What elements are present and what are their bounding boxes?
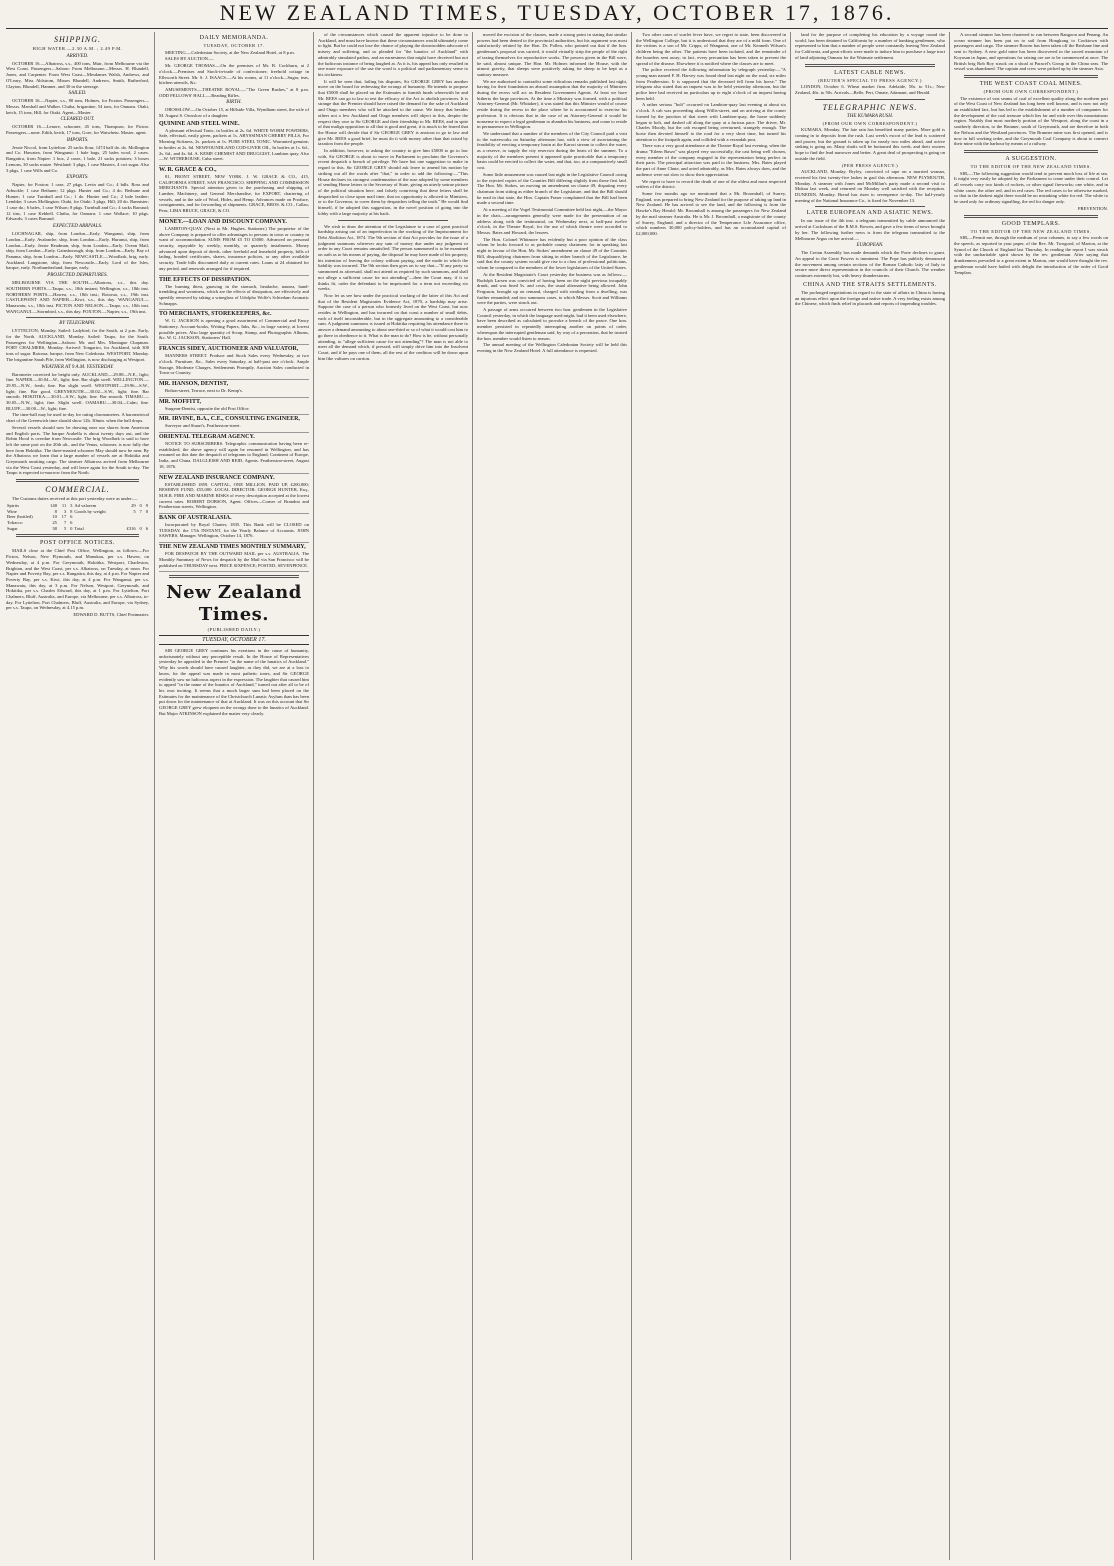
advertisement-text: MANNERS STREET. Produce and Stock Sales every Wednesday, at two o'clock. Furniture, &c., Sales every Saturday, at half-past one o'clock. Ample Storage, Moderate Charges, Settlements Promptly. Auction Sales conducted in Town or Country. — [159, 353, 309, 376]
advertisement-title: THE NEW ZEALAND TIMES MONTHLY SUMMARY, — [159, 544, 306, 551]
masthead: NEW ZEALAND TIMES, TUESDAY, OCTOBER 17, 1876. — [219, 0, 895, 25]
exports-heading: EXPORTS. — [66, 175, 89, 181]
separator — [964, 215, 1098, 218]
advertisement — [159, 218, 309, 276]
masthead-rule — [6, 28, 1108, 29]
advertisement-text: Incorporated by Royal Charter, 1835. This Bank will be CLOSED on TUESDAY, the 17th INSTANT, for the Yearly Balance of Accounts. JOHN SAWERS, Manager. Wellington, October 14, 1876. — [159, 522, 309, 539]
news-paragraph: A rather serious "bolt" occurred on Lambton-quay last evening at about six o'clock. A cab was proceeding along Willis-street, and on arriving at the corner formed by the junction of that street with Lambton-quay, the horse suddenly began to bolt, and dashed off along the quay at a furious pace. The driver, Mr. Charles Moody, but the cab escaped being overturned, strangely enough. The horse then devoted himself to the road for a very short time, but turned his attention to the footpath again, and collided with a verandah post. — [636, 102, 786, 142]
separator — [26, 317, 129, 318]
advertisement-title: MR. HANSON, DENTIST, — [159, 380, 229, 387]
column-1 — [6, 32, 149, 1560]
post-office-signature: EDWARD D. BUTTS, Chief Postmaster. — [73, 612, 149, 618]
advertisement-title: MR. MOFFITT, — [159, 398, 202, 405]
editorial-paragraph: We wish to draw the attention of the Legislature to a case of great practical hardship arising out of an imperfection in the working of the Imprisonment for Debt Abolition Act, 1874. The 9th section of that Act provides for the issue of a judgment summons wherever any sum of money due under any judgment or order in any Court remains unsatisfied. The person summoned is to be examined on oath as to his means of paying, the disposal he may have made of his property, his intention of leaving the colony without paying, and the mode in which the liability was incurred. The 9th section then goes on to say that—"If any party so summoned as aforesaid, shall not attend as required by such summons, and shall not allege a sufficient cause for not attending"—then the Court may, if it so thinks fit, order the defendant to be imprisoned for a term not exceeding six weeks. — [318, 223, 468, 292]
customs-text: The Customs duties received at this port yesterday were as under:— — [12, 496, 138, 502]
news-paragraph: The annual meeting of the Wellington Caledonian Society will be held this evening in the New Zealand Hotel. A full attendance is requested. — [477, 342, 627, 353]
sailed-heading: SAILED. — [68, 91, 87, 97]
advertisement — [159, 120, 309, 166]
sailed-text: OCTOBER 16.—Napier, s.s., 80 tons, Holmes, for Foxton. Passengers—Messrs. Marshall and Walker. Clutha, brigantine, 54 tons, for Oamaru. Otaki, ketch, 15 tons, Hill, for Otaki. Agent—Master. — [6, 98, 149, 115]
customs-cell: 8 — [54, 508, 57, 514]
cleared-heading: CLEARED OUT. — [60, 117, 95, 123]
templars-text: SIR,—Permit me, through the medium of your columns, to say a few words on the speech, as reported in your paper, of the Rev. Mr. Twogood, of Marton, at the Synod of the Church of England last Thursday. In reading the report I was struck with the uncharitable spirit shown by the rev. gentleman. After saying that drunkenness prevailed to a great extent in Marton, one would have thought the rev. gentleman would have hailed with delight the introduction of the order of Good Templars. — [954, 235, 1108, 275]
column-rule — [949, 32, 950, 1560]
customs-cell: 3 — [63, 508, 67, 514]
advertisement-text: W. G. JACKSON is opening a good assortment of Commercial and Fancy Stationery. Account-books, Writing Papers, Inks, &c., in large variety, at lowest possible prices. Also large quantity of Scrap, Stamp, and Photographic Albums, &c. W. G. JACKSON, Stationers' Hall. — [159, 318, 309, 341]
customs-cell: 0 — [70, 525, 73, 531]
advertisement-title: MONEY.—LOAN AND DISCOUNT COMPANY. — [159, 218, 287, 225]
separator — [815, 206, 925, 207]
customs-cell: Tobacco — [7, 520, 23, 525]
advertisement — [159, 433, 309, 474]
customs-cell: £316 — [126, 525, 136, 531]
exports-text: Napier, for Foxton: 1 case, 27 pkgs. Levin and Co.; 4 bdls. Ross and Arbuckle; 1 case Bethune; 12 pkgs. Hunter and Co.; 4 do. Bethune and Hunter; 1 case Turnbull and Co.; 1 do. Hunter and Co.; 2 bale leather; Lembke; 3 cases Mollington. Otaki, for Otaki: 3 pkgs. Hill; 20 do. Bannister; 1 case do.; 6 bales, 1 case Wilson; 8 pkgs. Turnbull and Co.; 4 sacks Barraud; 12 tins, 1 case Kebbell. Clutha, for Oamaru: 1 case Wallace; 10 pkgs. Edwards; 3 cases Barraud. — [6, 182, 149, 222]
later-news-text: In our issue of the 4th inst. a telegram transmitted by cable announced the arrival at Cocksburn of the R.M.S. Bowen, and gave a few items of news brought by her. The following further news is from the telegram transmitted to the Melbourne Argus on her arrival:— — [795, 218, 945, 241]
news-paragraph: Some little amusement was caused last night in the Legislative Council owing to the rejected copies of the Counties Bill differing slightly from those first laid. The Hon. Mr. Stokes, on moving an amendment on clause 49, disputing every chairman from sitting as either branch of the Legislature, and that the Bill should be read in that state, the Hon. Captain Fraser complained that the Bill had been made a second time. — [477, 171, 627, 206]
editorial-lead: SIR GEORGE GREY continues his exertions in the cause of humanity, unfortunately without any perceptible result. In the House of Representatives yesterday he appealed to the Premier "in the name of the lunatics of Auckland." Why his words should have caused laughter, as they did, we are at a loss to know, for the appeal was made in most pathetic tones, and Sir GEORGE evidently saw no ludicrous aspect in the expression. The laughter that caused him to appeal "in the name of the lunatics of Auckland," turned out after all to be of his own inciting. It seems that a much larger sum had been placed on the Estimates for the maintenance of the Christchurch Lunatic Asylum than has been put down for the maintenance of that at Auckland. It was on this account that Sir GEORGE GREY grew eloquent on the wrongs done to the lunatics of Auckland. But Major ATKINSON explained the matter very clearly. — [159, 648, 309, 716]
birth-heading: BIRTH. — [226, 100, 242, 106]
separator — [815, 99, 925, 100]
cable-news-heading: LATEST CABLE NEWS. — [834, 69, 906, 76]
sales-heading: SALES BY AUCTION.— — [165, 56, 214, 62]
customs-cell: Ad valorem — [74, 502, 97, 508]
news-paragraph: We are authorised to contradict some ridiculous remarks published last night, having for their foundation an absurd assumption that the majority of Ministers during the recess will act as Resident Government Agents. At least we have hitherto the large provinces. At the time a Ministry was formed, with a political Attorney-General (Mr. Whitaker), it was stated that this Minister would of course reside during the recess in the place where he is accustomed to exercise his profession. It is obvious that in the case of an Attorney-General it would be nonsense to expect a legal gentleman to abandon his business, and come to reside in permanence in Wellington. — [477, 78, 627, 130]
published-daily: (PUBLISHED DAILY.) — [207, 627, 261, 633]
column-3 — [318, 32, 468, 1560]
shipping-news-text: Several vessels should now be drawing near our shores from American and English ports. The barque Arabella is about twenty days out, and the Robin Hood is overdue from Newcastle. The brig Woodlark is said to have left the same port on the 20th ult., and the Venus, schooner, is now fully due here from Hokitika. The three-masted schooner May should now be near. By the Albatross we learn that a large number of vessels are at Hokitika and Greymouth awaiting cargo. The steamer Albatross arrived from Melbourne via the West Coast yesterday, and will leave again for the South to-day. The Taupo is expected to-morrow from the North. — [6, 424, 149, 476]
expected-heading: EXPECTED ARRIVALS. — [52, 224, 103, 230]
separator — [169, 575, 299, 578]
editorial-dateline: TUESDAY, OCTOBER 17. — [159, 635, 309, 645]
weather-heading: WEATHER AT 9 A.M. YESTERDAY. — [41, 364, 114, 370]
news-paragraph: The police received the following information by telegraph yesterday:—"A young man named F. H. Harvey was found dead last night on the road, six miles from Featherston. It is supposed that the deceased fell from his horse." The telegram also stated that an inquest was to be held yesterday afternoon, but the police here had received no particulars up to eight o'clock of an inquest having been held. — [636, 67, 786, 101]
customs-cell: 5 — [133, 508, 136, 514]
suggestion-address: TO THE EDITOR OF THE NEW ZEALAND TIMES. — [970, 163, 1092, 169]
news-paragraph: land for the purpose of completing his education by a voyage round the world, has been detained in California by a number of banking gentlemen, who represented to him that a number of people were constantly leaving New Zealand for California, and great efforts were made to induce him to purchase a large tract of land adjoining Oamaru for the Waimate settlement. — [795, 32, 945, 60]
news-paragraph: Some few months ago we mentioned that a Mr. Broomhall, of Surrey, England, was prepared to bring New Zealand for the purpose of taking up land in New Zealand. He has arrived to see the land, and the following is from the Hawke's Bay Herald: Mr. Broomhall is among the passengers for New Zealand by the mail steamer Australia. He is Mr. J. Broomhall, a magistrate of the county of Surrey, England, and a director of the Temperance Life Assurance office, which numbers 30,000 policy-holders, and has an accumulated capital of £2,000,000. — [636, 190, 786, 236]
advertisement — [159, 310, 309, 345]
suggestion-heading: A SUGGESTION. — [1005, 155, 1057, 162]
advertisement-text: FOR DESPATCH BY THE OUTWARD MAIL per s.s. AUSTRALIA. The Monthly Summary of News for despatch by the Mail via San Francisco will be published on THURSDAY next. PRICE SIXPENCE; POSTED, SEVENPENCE. — [159, 551, 309, 568]
advertisement-title: BANK OF AUSTRALASIA. — [159, 515, 232, 522]
customs-cell: Wine — [7, 508, 17, 514]
column-rule — [154, 32, 155, 1560]
departures-heading: PROJECTED DEPARTURES. — [47, 273, 108, 279]
customs-cell: 0 — [139, 525, 142, 531]
daily-memoranda-heading: DAILY MEMORANDA. — [199, 35, 269, 41]
customs-cell: 29 — [131, 502, 136, 508]
news-paragraph: At the Resident Magistrate's Court yesterday the business was as follows:—Rudolph Larsen was convicted of having been on the night previous incapably drunk, and was fined 5s. and costs, the usual alternative being allowed. John Ferguson, brought up on remand, charged with stealing from a dwelling, was further remanded; and two summons cases, to which Messrs. Scott and Williams were the parties, were struck out. — [477, 271, 627, 306]
separator — [16, 534, 139, 537]
departures-text: MELBOURNE VIA THE SOUTH.—Albatross, s.s., this day. SOUTHERN PORTS.—Taupo, s.s., 18th instant; Wellington, s.s., 18th inst. NORTHERN PORTS.—Hawea, s.s., 18th inst.; Rotorua, s.s., 19th inst. CASTLEPOINT AND NAPIER.—Kiwi, s.s., this day. WANGANUI.—Manawatu, s.s., 18th inst. PICTON AND NELSON.—Taupo, s.s., 18th inst. WANGANUI.—Stormbird, s.s., this day. FOXTON.—Napier, s.s., 19th inst. — [6, 280, 149, 314]
customs-cell: Sugar — [7, 525, 18, 531]
telegraphic-news-heading: TELEGRAPHIC NEWS. — [822, 102, 918, 112]
expected-text: LOCHNAGAR, ship, from London—Early. Wanganui, ship, from London—Early. Avalanche, ship, from London—Early. Hurunui, ship, from London—Early. Jessie Readman, ship, from London—Early. Ocean Mail, ship, from London—Early. Gainsborough, ship, from London—Early. Bay of Panama, ship, from London—Early. NEWCASTLE.—Woodlark, brig, early. Auckland. Langstone, ship, from Newcastle—Early. Lord of the Isles, barque, early. Northumberland, barque, early. — [6, 231, 149, 271]
separator — [805, 64, 935, 67]
customs-cell: 0 — [145, 508, 148, 514]
advertisement-text: LAMBTON-QUAY. (Next to Mr. Hughes, Stationer.) The proprietor of the above Company is prepared to offer advantages to persons in town or country in want of accommodation. SUMS FROM £5 TO £5000. Advanced on personal security, repayable by weekly, monthly, or quarterly instalments. Money advanced upon deposit of deeds, other freehold and leasehold property, bills of lading, bonded certificates, shares, insurance policies, or any other available security. Trade bills discounted daily at current rates. Loans at 24 obtained for any period, and renewals arranged for if required. — [159, 225, 309, 271]
advertisement-text: 81, FRONT STREET, NEW YORK. J. W. GRACE & CO., 415, CALIFORNIA STREET, SAN FRANCISCO. SHIPPING AND COMMISSION MERCHANTS. Special attention given to the purchasing and shipping of Lumber, Machinery, and General Merchandise, for EXPORT, chartering of vessels, and to the sale of Wool, Hides, and Hemp. Advances made on Produce, consignments, and for forwarding of shipments. GRACE, BROS. & CO., Callao, Peru; LIMA BRUCE, GRACE, & CO. — [159, 173, 309, 214]
suggestion-text: SIR,—The following suggestion would tend to prevent much loss of life at sea. It might very easily be adopted by the Parliament to come under their control. Let all vessels carry two kinds of rockets, or other signal fireworks; one white, and in white cases; the other red, and in red cases. The red cases to be otherwise marked, so that in the darkest night there would be no mistaking white for red. The white to be used only for ordinary signalling, the red for danger only. — [954, 170, 1108, 205]
arrived-heading: ARRIVED. — [66, 53, 89, 59]
advertisement-title: FRANCIS SIDEY, AUCTIONEER AND VALUATOR, — [159, 346, 299, 353]
column-6 — [795, 32, 945, 1560]
post-office-text: MAILS close at the Chief Post Office, Wellington, as follows:—For Picton, Nelson, New Plymouth, and Manukau, per s.s. Hawea, on Wednesday, at 4 p.m. For Greymouth, Hokitika, Westport, Charleston, Brighton, and the West Coast, per s.s. Albatross, on Tuesday, at noon. For Napier and Poverty Bay, per s.s. Rangatira, this day, at 4 p.m. For Napier and Poverty Bay, per s.s. Kiwi, this day, at 4 p.m. For Wanganui, per s.s. Manawatu, this day, at 3 p.m. For Nelson, Westport, Greymouth, and Hokitika, per s.s. Charles Edward, this day, at 1 p.m. For Lyttelton, Port Chalmers, Bluff, Australia, and Europe, via Melbourne, per s.s. Albatross, to-day. For Lyttelton, Port Chalmers, Bluff, Australia, and Europe, via Sydney, per s.s. Taupo, on Wednesday, at 4.15 p.m. — [6, 548, 149, 611]
press-agency-heading: (PER PRESS AGENCY.) — [841, 162, 899, 168]
news-paragraph: moved the excision of the clauses, made a strong point in stating that similar powers had been denied to the provincial authorities, but his argument was most satisfactorily refuted by the Hon. Dr. Pollen, who pointed out that if the hon. gentleman's proposal was carried, it would virtually strip the people of the right of taxing themselves for reproductive works. The powers given in the Bill were, he said, almost unique. The Hon. Mr. Holmes informed the House, with the utmost gravity, that sheeps were positively asking for sheep to be kept as a sanitary measure. — [477, 32, 627, 77]
separator — [964, 75, 1098, 78]
customs-row — [6, 526, 149, 532]
newspaper-nameplate: New Zealand Times. — [166, 582, 302, 626]
advertisement-text: Surveyor and Stuart's, Featherston-street. — [165, 423, 241, 429]
customs-cell: 3 — [70, 502, 73, 508]
customs-cell: 0 — [139, 502, 142, 508]
meeting-text: MEETING.—Caledonian Society, at the New Zealand Hotel, at 8 p.m. — [165, 49, 295, 55]
advertisement-title: MR. IRVINE, B.A., C.E., CONSULTING ENGINEER, — [159, 416, 300, 423]
european-text: The Cretan Assembly has made demands which the Porte declines to grant. An appeal to the Great Powers is imminent. The Pope has publicly denounced the movement among certain sections of the Roman Catholic laity of Italy to secure more direct representation in the councils of their Church. The weather continues extremely hot, with heavy thunderstorms. — [795, 250, 945, 279]
templars-address: TO THE EDITOR OF THE NEW ZEALAND TIMES. — [970, 228, 1092, 234]
customs-cell: 8 — [70, 508, 73, 514]
customs-cell: 7 — [139, 508, 142, 514]
customs-cell: Spirits — [7, 502, 19, 508]
coal-mines-subheading: (FROM OUR OWN CORRESPONDENT.) — [983, 88, 1079, 94]
advertisement — [159, 514, 309, 543]
amusements-text: AMUSEMENTS.—THEATRE ROYAL.—"The Green Bushes," at 8 p.m. ODD FELLOWS' HALL.—Reading Rifles. — [159, 86, 309, 98]
news-paragraph: Two other cases of scarlet fever have, we regret to state, been discovered in the Wellington College, but it is understood that they are of a mild form. One of the victims is a son of Mr. Cripps, of Wanganui, one of Mr. Kenneth Wilson's children being the other. The patients have been isolated, and the remainder of the boarders sent away; in fact, every precaution has been taken to prevent the spread of the disease. Elsewhere it is notified where the classes are to meet. — [636, 32, 786, 66]
advertisement — [159, 474, 309, 515]
shipping-heading: SHIPPING. — [54, 35, 101, 44]
sales-text: Mr. GEORGE THOMAS.—On the premises of Mr. B. Cockburn, at 2 o'clock.—Premises and Stock-in-trade of confectioner; freehold cottage in Ellsworth Street. Mr. S. J. ISAACS.—At his rooms, at 11 o'clock—Sugar, teas, kitchen utensils, &c. — [159, 63, 309, 86]
suggestion-signature: PREVENTION. — [1078, 205, 1108, 211]
news-paragraph: The Hon. Colonel Whitmore has evidently but a poor opinion of the class whom he looks forward to as probable county chairmen; for in speaking last night in favour of the Hon. Mr. Stokes' amendment on clause 49 of the Counties Bill, disqualifying chairmen from sitting in either branch of the Legislature, he said that the county system would give rise to a class of professional politicians, whom he compared to the members of the lower legislatures of the United States. — [477, 236, 627, 271]
cable-news-text: LONDON, October 6. Wheat market firm. Adelaide, 50s. to 51s.; New Zealand, 46s. to 50s. Arrivals—Belle, Peri, Ornate, Adamant, and Herald. — [795, 84, 945, 95]
column-rule — [790, 32, 791, 1560]
advertisements — [159, 120, 309, 573]
china-text: The prolonged negotiations in regard to the state of affairs in China is having an injurious effect upon the foreign and native trade. A very feeling exists among the Chinese, which finds relief in placards and reports of impending troubles. — [795, 289, 945, 307]
column-5 — [636, 32, 786, 1560]
customs-cell: 25 — [52, 520, 57, 525]
customs-cell: 6 — [145, 525, 148, 531]
customs-cell: 5 — [63, 525, 67, 531]
later-news-heading: LATER EUROPEAN AND ASIATIC NEWS. — [806, 210, 934, 217]
daily-memoranda-date: TUESDAY, OCTOBER 17. — [203, 43, 265, 48]
advertisement-text: The burning thirst, gnawing in the stomach, headache, nausea, hand-trembling and weariness, which are the effects of dissipation, are effectively and speedily removed by taking a wineglass of Udolpho Wolfe's Schiedam Aromatic Schnapps. — [159, 283, 309, 306]
telegraph-text: LYTTELTON, Monday. Sailed: Ladybird, for the South, at 2 p.m. Early, for the North. AUCKLAND, Monday. Sailed: Taupo, for the South. Passengers for Wellington—Saloon: Mr. and Mrs. Montague Chapman. PORT CHALMERS, Monday. Arrived: Tongariro, for Auckland, with 300 tons of sugar. Rotorua, barque, from New Caledonia. WESTPORT, Monday. The brigantine Sarah Pile, from Wellington, is now discharging at Westport. — [6, 328, 149, 362]
telegraph-heading: BY TELEGRAPH. — [59, 321, 96, 327]
advertisement — [159, 276, 309, 311]
customs-cell: 38 — [52, 525, 57, 531]
advertisement-text: ESTABLISHED 1859. CAPITAL, ONE MILLION. PAID UP, £200,000; RESERVE FUND, £55,000. LOCAL DIRECTOR: GEORGE HUNTER, Esq., M.H.R. FIRE AND MARINE RISKS of every description accepted at the lowest current rates. ROBERT DOBSON, Agent. Offices—Corner of Brandon and Featherston streets, Wellington. — [159, 481, 309, 510]
advertisement-text: A pleasant effectual Tonic, in bottles at 2s. 6d. WHITE WORM POWDERS, Safe, effectual, easily given, packets at 1s. ABYSSINIAN CHERRY PILLS, For Morning Sickness, 2s. packets at 1s. PURE STEEL TONIC. Warranted genuine, in bottles at 2s. 6d. NEWFOUNDLAND COD-LIVER OIL, In bottles at 1s. 6d., 2s. 6d., and 4s. 6d. A. KEMP, CHEMIST AND DRUGGIST, Lambton quay. Also—W. WITHEROUSE, Cuba street. — [159, 127, 309, 162]
customs-cell: Total — [74, 525, 84, 531]
editorial-paragraph: Now let us see how under the practical working of the latter of this Act and that of the Resident Magistrates Evidence Act, 1870, a hardship may arise. Suppose the case of a person who formerly lived on the West Coast, but now resides in Wellington, and has incurred on that coast a number of small debts, each of itself inconsiderable, but in the aggregate amounting to a considerable sum. A judgment summons is issued at Hokitika requiring his attendance there to answer a demand amounting to about one-third or so of what it would cost him to go there in obedience to it. What is the man to do? How is he, without personally attending, to "allege sufficient cause for not attending"? The man is not able to meet all the demand which, if pressed, will simply drive him into the Insolvent Court, and if he pays one of them, all the rest of the creditors will be down upon him like vultures on carrion. — [318, 292, 468, 361]
advertisement — [159, 543, 309, 572]
customs-cell: 11 — [61, 502, 67, 508]
advertisement-title: TO MERCHANTS, STOREKEEPERS, &c. — [159, 311, 272, 318]
advertisement-text: NOTICE TO SUBSCRIBERS. Telegraphic communication having been re-established, the above agency will again be resumed in Wellington, and has resumed on this date the despatch of telegrams to England, Continent of Europe, India, and China. DALGLEISH AND REID, Agents. Featherston-street, August 18, 1876. — [159, 441, 309, 469]
advertisement — [159, 380, 309, 398]
european-heading: EUROPEAN. — [856, 243, 884, 249]
templars-heading: GOOD TEMPLARS. — [1001, 220, 1061, 227]
advertisement-title: THE EFFECTS OF DISSIPATION. — [159, 276, 251, 283]
customs-cell: 9 — [145, 502, 148, 508]
customs-cell: Beer (bottled) — [7, 514, 33, 520]
editorial-paragraph: It will be seen that, failing his disputes, Sir GEORGE GREY has another move on the board for redressing the wrongs of humanity. He intends to propose that £5000 shall be placed on the Estimates to furnish funds wherewith he and Mr. REES can go to law to test the efficacy of the Act to abolish provinces. It is strange that the Premier should have raised the demand for the sake of Auckland and Otago members who will be attached to the cause. We fancy that besides others not a few Auckland and Otago members will object to this, despite the respect they owe to Sir GEORGE and their friendship to Mr. REES, and in spite of that malign opposition to all that is good and great, it is much to be feared that the House will decide that if Sir GEORGE GREY is anxious to go to law and give Mr. REES a good brief, he must do it with money other than that raised by taxation from the people. — [318, 78, 468, 147]
customs-cell: Goods by weight — [74, 508, 106, 514]
coal-mines-text: The existence of vast seams of coal of excellent quality along the northern part of the West Coast of New Zealand has long been well known, and is now not only an established fact, but has led to the establishment of a number of companies for the development of the coal treasure which lies far and wide over this mountainous region. Notably that most northerly portion of the Westport, along the coast in a southerly direction, to the Brunner, south of Greymouth, and are therefore in both the Nelson and the Westland provinces. The Brunner mine was first opened, and is now in full working order, and the Greymouth Coal Company is about to connect their mine with the harbour by means of a railway. — [954, 95, 1108, 147]
customs-cell: 10 — [52, 514, 57, 520]
advertisement — [159, 398, 309, 416]
china-heading: CHINA AND THE STRAITS SETTLEMENTS. — [803, 281, 937, 288]
arrived-text: OCTOBER 16.—Albatross, s.s., 400 tons, Muir, from Melbourne via the West Coast. Passengers—Saloon: From Melbourne—Messrs. H. Blundell, Jones, and Carpenter. From West Coast—Mesdames Walsh, Andrews, and O'Leary, Miss Ahlstrom, Misses Blundell, Andrews, Smith, Rutherford, Clayton, Blundell, Hanmer, and 30 in the steerage. — [6, 60, 149, 89]
customs-cell: 17 — [61, 514, 67, 520]
birth-text: OROSSLOW.—On October 15, at Hillside Villa, Wyndham street, the wife of M. August S. Orosslow of a daughter. — [159, 107, 309, 119]
weather-text: Barometer corrected for height only. AUCKLAND.—29.88—N.E., light; fine. NAPIER.—30.04—W., light; fine. Bar slight swell. WELLINGTON.—29.95—N.W., fresh; fine. Bar slight swell. WESTPORT.—29.96—S.W., light; fine. Bar good. GREYMOUTH.—30.02—S.W., light; fine. Bar smooth. HOKITIKA.—30.01—S.W., light; fine. Bar smooth. TIMARU.—30.05—N.W., light; fine. Slight swell. OAMARU.—30.04—Calm; fine. BLUFF.—30.00—W., light; fine. — [6, 371, 149, 411]
customs-cell: 7 — [63, 520, 67, 525]
separator — [16, 479, 139, 482]
separator — [338, 220, 448, 221]
separator — [964, 150, 1098, 153]
imports-heading: IMPORTS. — [66, 137, 89, 143]
advertisement-text: Bolton-street, Terrace, next to Dr. Kemp's. — [165, 387, 243, 393]
customs-table — [6, 503, 149, 532]
kumara-text: KUMARA, Monday. The late rain has benefited many parties. More gold is coming in to deposits from the rush. Last week's escort of the lead is scattered and poorer, but the ground is taken up for nearly two miles ahead, and active sinking is going on. Many shafts will be bottomed this week, and their owners hope to find the lead narrower and better. A great deal of prospecting is going on outside the field. — [795, 127, 945, 161]
imports-text: Jessie Niccol, from Lyttelton: 25 sacks flour, 1474 half do. do. Mollington and Co. Hawatea, from Wanganui: 1 bale bags, 25 bales wool, 2 cases. Rangatira, from Napier: 1 box, 2 cases, 1 bale, 21 sacks potatoes; 3 boxes Lemons, 30 sacks maize. Westland: 3 pkgs, 1 case Masters, 4 cwt sugar. Also 3 pkgs, 1 case Wills and Co. — [6, 144, 149, 173]
kumara-subheading: (FROM OUR OWN CORRESPONDENT.) — [822, 120, 918, 126]
news-paragraph: A second steamer has been chartered to run between Rangoon and Penang. An ocean steamer has been put on to sail from Hongkong to Cooktown with passengers and cargo. The steamer Bowen has been taken off the Brisbane line and sent to Sydney. A new gold mine has been discovered in the sacred mountain of Koyasan in Japan, and operations for raising ore are to be commenced at once. The British brig Rob Roy struck on a shoal at Paracel's Group in the China seas. The vessel was abandoned. The captain and crew were picked up by the steamer Asia. — [954, 32, 1108, 72]
advertisement-title: NEW ZEALAND INSURANCE COMPANY. — [159, 474, 275, 481]
news-paragraph: A passage of arms occurred between two hon. gentlemen in the Legislative Council yesterday, in which the language used might, had it been used elsewhere, have been described as calculated to provoke a breach of the peace. One hon. member persisted in repeatedly interrupting another on points of order, whereupon the interrupted gentleman said, by way of a peroration, that he trusted the hon. member would listen to reason. — [477, 307, 627, 341]
advertisement — [159, 415, 309, 433]
advertisement-title: ORIENTAL TELEGRAM AGENCY. — [159, 434, 255, 441]
advertisement — [159, 345, 309, 380]
coal-mines-heading: THE WEST COAST COAL MINES. — [979, 80, 1083, 87]
column-4 — [477, 32, 627, 1560]
news-paragraph: We understand that a number of the members of the City Council paid a visit to the waterworks on Saturday afternoon last, with a view of ascertaining the feasibility of erecting a temporary basin at the Karori stream to collect the water, as a reserve, to supply the city reservoir during the heats of the summer. To a majority of the members present it appeared quite practicable that a temporary basin could be erected to collect the water, and that, too, at a comparatively small cost. — [477, 130, 627, 171]
customs-cell: 148 — [50, 502, 57, 508]
news-paragraph: At a meeting of the Vogel Testimonial Committee held last night,—the Mayor in the chair,—arrangements generally were made for the presentation of an address along with the testimonial, on Wednesday next, at half-past twelve o'clock, in the Theatre Royal, for the use of which theatre were accorded to Messrs. Bates and Howard, the lessees. — [477, 207, 627, 235]
column-rule — [313, 32, 314, 1560]
customs-cell: 6 — [70, 514, 73, 520]
editorial-paragraph: In addition, however, to asking the country to give him £5000 to go to law with, Sir GEORGE is about to move in Parliament to proclaim the Governor's recent despatch a breach of privilege. We have but one suggestion to make in regard to this. Sir GEORGE GREY should ask leave to amend his motion by striking out all the words after "that," in order to add the following:—"This House declares its strongest condemnation of the ruse adopted by some members of sending Home letters to the Secretary of State, giving an utterly untrue picture of the political situation here, and falsely contriving that these letters shall be despatched so close upon mail time, that no opportunity is allowed to Ministers, or to the Governor, to cover them by despatches telling the truth." He would find himself, if he adopted this suggestion, in the novel position of going into the lobby with a large majority at his back. — [318, 148, 468, 216]
editorial-paragraph: of the circumstances which caused the apparent injustice to be done to Auckland, and must have known that these circumstances would ultimately come to light. But he could not lose the chance of playing the downtrodden advocate of misery and suffering, and so pleaded for "the lunatics of Auckland" with admirably simulated pathos, and an earnestness that might have deceived but not the ludicrous instance of being laughed at. As it is, his appeal has only resulted in one more exposure of the use the word is a political and parliamentary sense to his trickiness. — [318, 32, 468, 77]
cable-news-subheading: (REUTER'S SPECIAL TO PRESS AGENCY.) — [818, 77, 922, 83]
column-rule — [472, 32, 473, 1560]
high-water: HIGH WATER.—2.30 A.M. ; 2.49 P.M. — [32, 46, 123, 51]
cleared-text: OCTOBER 16.—Lenore, schooner, 45 tons, Thompson, for Picton. Passengers—none. Edith, ketch, 17 tons, Gore, for Waiwhetu. Master, agent. — [6, 124, 149, 136]
column-7 — [954, 32, 1108, 1560]
advertisement-title: QUININE AND STEEL WINE. — [159, 120, 240, 127]
column-rule — [631, 32, 632, 1560]
kumara-heading: THE KUMARA RUSH. — [846, 113, 894, 119]
column-2 — [159, 32, 309, 1560]
advertisement-title: W. R. GRACE & CO., — [159, 166, 217, 173]
press-agency-text: AUCKLAND, Monday. Bryley, convicted of rape on a married woman, received his first twenty-five lashes in gaol this afternoon. NEW PLYMOUTH, Monday. A steamer with Jones and McMillan's party made a second visit to Mokau last week, and returned on Monday well satisfied with the reception. DUNEDIN, Monday. Bread has risen to sevenpence to-day. The half-yearly meeting of the National Insurance Co., is fixed for November 13. — [795, 169, 945, 203]
advertisement — [159, 166, 309, 218]
news-paragraph: There was a very good attendance at the Theatre Royal last evening, when the drama "Eileen Bawn" was played very successfully, the cast being well chosen, every member of the company engaged in the representation being perfect in their parts. The principal attraction was paid to the business. Mrs. Bates played the part of Anne Chute, and acted admirably, as Mrs. Bates always does, and the audience were not slow to show their appreciation. — [636, 143, 786, 177]
post-office-heading: POST OFFICE NOTICES. — [39, 540, 116, 547]
timeball-text: The time-ball may be used to-day for rating chronometers. A barometrical chart of the Greenwich time should show 12h. 30min. when the ball drops. — [6, 412, 149, 424]
advertisement-text: Surgeon-Dentist, opposite the old Post Office. — [165, 405, 250, 411]
commercial-heading: COMMERCIAL. — [45, 485, 110, 495]
news-paragraph: We regret to have to record the death of one of the oldest and most respected settlers of the district. — [636, 178, 786, 190]
customs-cell: 6 — [70, 520, 73, 525]
